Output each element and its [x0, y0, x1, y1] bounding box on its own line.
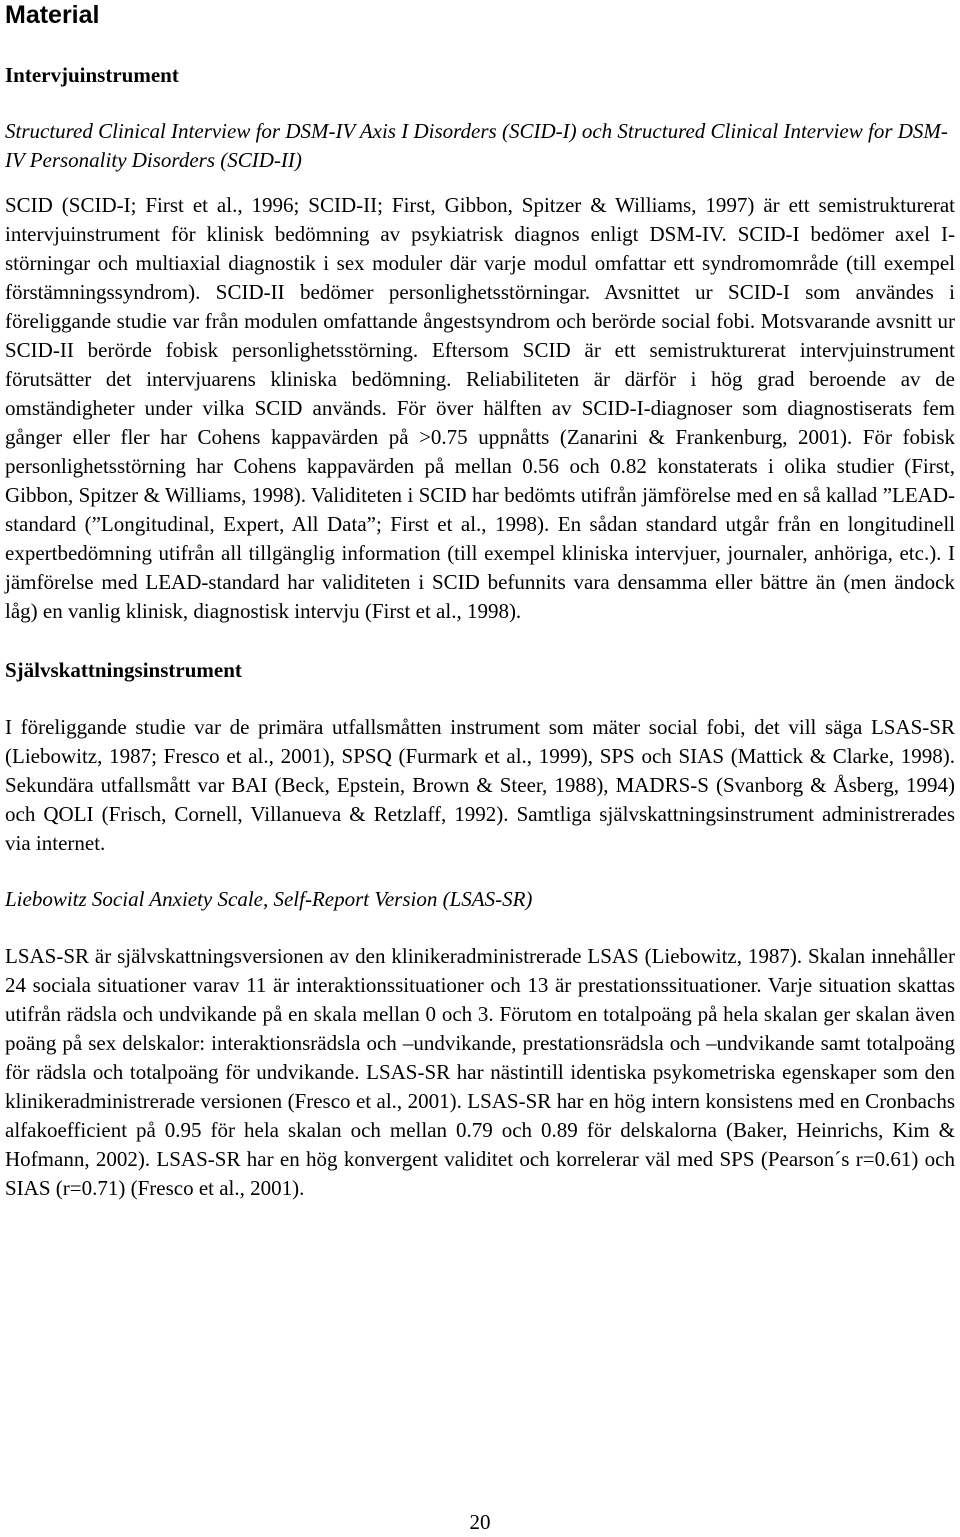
- self-report-paragraph: I föreliggande studie var de primära utfallsmåtten instrument som mäter social fobi, det vill säga LSAS-SR (Liebowitz, 1987; Fresco et al., 2001), SPSQ (Furmark et al., 1999), SPS och SIAS (Mattick & Clarke, 1998). Sekundära utfallsmått var BAI (Beck, Epstein, Brown & Steer, 1988), MADRS-S (Svanborg & Åsberg, 1994) och QOLI (Frisch, Cornell, Villanueva & Retzlaff, 1992). Samtliga självskattningsinstrument administrerades via internet.: [5, 715, 955, 855]
- page-number: 20: [469, 1510, 491, 1534]
- scid-paragraph: SCID (SCID-I; First et al., 1996; SCID-II; First, Gibbon, Spitzer & Williams, 1997) är ett semistrukturerat intervjuinstrument för klinisk bedömning av psykiatrisk diagnos enligt DSM-IV. SCID-I bedömer axel I-störningar och multiaxial diagnostik i sex moduler där varje modul omfattar ett syndromområde (till exempel förstämningssyndrom). SCID-II bedömer personlighetsstörningar. Avsnittet ur SCID-I som användes i föreliggande studie var från modulen omfattande ångestsyndrom och berörde social fobi. Motsvarande avsnitt ur SCID-II berörde fobisk personlighetsstörning. Eftersom SCID är ett semistrukturerat intervjuinstrument förutsätter det intervjuarens kliniska bedömning. Reliabiliteten är därför i hög grad beroende av de omständigheter under vilka SCID används. För över hälften av SCID-I-diagnoser som diagnostiserats fem gånger eller fler har Cohens kappavärden på >0.75 uppnåtts (Zanarini & Frankenburg, 2001). För fobisk personlighetsstörning har Cohens kappavärden på mellan 0.56 och 0.82 konstaterats i olika studier (First, Gibbon, Spitzer & Williams, 1998). Validiteten i SCID har bedömts utifrån jämförelse med en så kallad ”LEAD-standard (”Longitudinal, Expert, All Data”; First et al., 1998). En sådan standard utgår från en longitudinell expertbedömning utifrån all tillgänglig information (till exempel kliniska intervjuer, journaler, anhöriga, etc.). I jämförelse med LEAD-standard har validiteten i SCID befunnits vara densamma eller bättre än (men ändock låg) en vanlig klinisk, diagnostisk intervju (First et al., 1998).: [5, 193, 955, 623]
- scid-title: Structured Clinical Interview for DSM-IV Axis I Disorders (SCID-I) och Structured Clinical Interview for DSM-IV Personality Disorders (SCID-II): [5, 119, 948, 172]
- lsas-title: Liebowitz Social Anxiety Scale, Self-Report Version (LSAS-SR): [5, 887, 533, 911]
- self-report-heading: Självskattningsinstrument: [5, 658, 242, 682]
- section-title: Material: [5, 1, 100, 29]
- lsas-paragraph: LSAS-SR är självskattningsversionen av den klinikeradministrerade LSAS (Liebowitz, 1987). Skalan innehåller 24 sociala situationer varav 11 är interaktionssituationer och 13 är prestationssituationer. Varje situation skattas utifrån rädsla och undvikande på en skala mellan 0 och 3. Förutom en totalpoäng på hela skalan ger skalan även poäng på sex delskalor: interaktionsrädsla och –undvikande, prestationsrädsla och –undvikande samt totalpoäng för rädsla och totalpoäng för undvikande. LSAS-SR har nästintill identiska psykometriska egenskaper som den klinikeradministrerade versionen (Fresco et al., 2001). LSAS-SR har en hög intern konsistens med en Cronbachs alfakoefficient på 0.95 för hela skalan och mellan 0.79 och 0.89 för delskalorna (Baker, Heinrichs, Kim & Hofmann, 2002). LSAS-SR har en hög konvergent validitet och korrelerar väl med SPS (Pearson´s r=0.61) och SIAS (r=0.71) (Fresco et al., 2001).: [5, 944, 955, 1200]
- interview-heading: Intervjuinstrument: [5, 63, 179, 87]
- document-page: [5, 0, 955, 1203]
